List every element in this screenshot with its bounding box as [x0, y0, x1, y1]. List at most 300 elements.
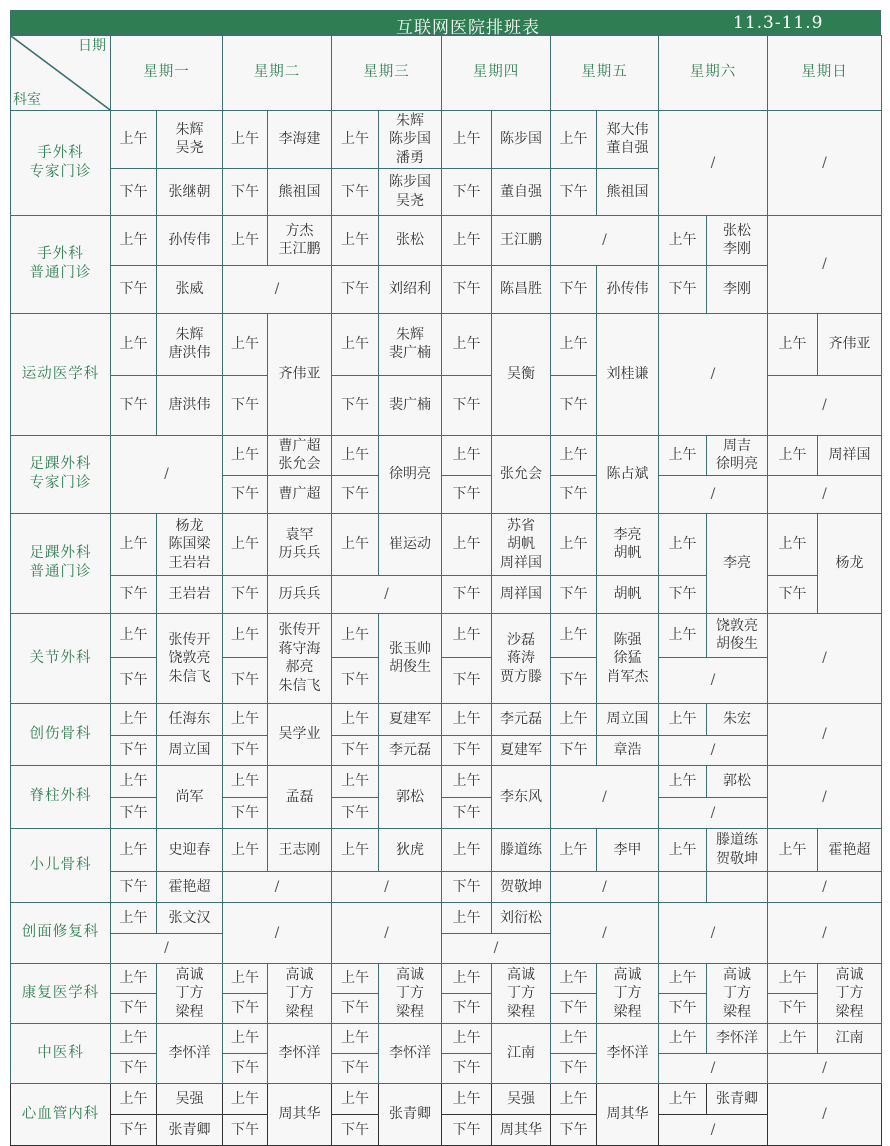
pm-label: 下午 — [111, 575, 157, 613]
am-label: 上午 — [332, 613, 379, 657]
am-label: 上午 — [111, 1083, 157, 1114]
department-name: 手外科 专家门诊 — [11, 110, 111, 215]
pm-label: 下午 — [223, 735, 268, 765]
date-axis-label: 日期 — [78, 38, 106, 54]
am-label: 上午 — [111, 828, 157, 871]
am-label: 上午 — [111, 313, 157, 375]
doctor-names: 吴衡 — [492, 313, 551, 435]
pm-row — [11, 871, 882, 902]
doctor-names: 崔运动 — [379, 513, 442, 575]
am-label: 上午 — [551, 313, 597, 375]
am-label: 上午 — [223, 313, 268, 375]
pm-label: 下午 — [332, 657, 379, 703]
doctor-names: 李东风 — [492, 765, 551, 828]
no-shift-cell: / — [659, 1114, 768, 1145]
no-shift-cell: / — [551, 215, 659, 265]
am-row — [11, 613, 882, 657]
doctor-names: 张青卿 — [379, 1083, 442, 1145]
am-label: 上午 — [223, 828, 268, 871]
am-label: 上午 — [659, 435, 707, 475]
am-label: 上午 — [332, 1083, 379, 1114]
doctor-names: 李怀洋 — [157, 1023, 223, 1083]
doctor-names: 周其华 — [268, 1083, 332, 1145]
doctor-names: 李亮 — [707, 513, 768, 613]
department-name: 小儿骨科 — [11, 828, 111, 902]
pm-label: 下午 — [659, 993, 707, 1023]
doctor-names: 周祥国 — [818, 435, 882, 475]
am-label: 上午 — [551, 513, 597, 575]
doctor-names: 周立国 — [597, 703, 659, 735]
am-label: 上午 — [332, 828, 379, 871]
am-label: 上午 — [442, 313, 492, 375]
doctor-names: 朱宏 — [707, 703, 768, 735]
am-label: 上午 — [332, 765, 379, 797]
pm-row — [11, 265, 882, 313]
no-shift-cell: / — [659, 797, 768, 828]
am-label: 上午 — [332, 435, 379, 475]
am-label: 上午 — [442, 1083, 492, 1114]
pm-label: 下午 — [768, 575, 818, 613]
day-header-7: 星期日 — [768, 36, 882, 111]
pm-label: 下午 — [111, 265, 157, 313]
pm-label: 下午 — [332, 265, 379, 313]
am-label: 上午 — [332, 513, 379, 575]
pm-label: 下午 — [551, 1053, 597, 1083]
pm-label: 下午 — [551, 265, 597, 313]
pm-label: 下午 — [332, 375, 379, 435]
am-label: 上午 — [332, 215, 379, 265]
am-label: 上午 — [223, 435, 268, 475]
day-header-3: 星期三 — [332, 36, 442, 111]
doctor-names: 张传开 饶敦亮 朱信飞 — [157, 613, 223, 703]
am-label: 上午 — [659, 215, 707, 265]
no-shift-cell: / — [659, 735, 768, 765]
doctor-names: 张传开 蒋守海 郝亮 朱信飞 — [268, 613, 332, 703]
pm-label: 下午 — [332, 1053, 379, 1083]
doctor-names: 张松 李刚 — [707, 215, 768, 265]
pm-label: 下午 — [551, 993, 597, 1023]
am-label: 上午 — [111, 110, 157, 168]
pm-label: 下午 — [442, 657, 492, 703]
am-label: 上午 — [442, 902, 492, 933]
pm-label: 下午 — [551, 375, 597, 435]
pm-label: 下午 — [111, 657, 157, 703]
no-shift-cell: / — [659, 475, 768, 513]
doctor-names: 张青卿 — [707, 1083, 768, 1114]
doctor-names: 霍艳超 — [157, 871, 223, 902]
doctor-names: 王志刚 — [268, 828, 332, 871]
am-label: 上午 — [768, 513, 818, 575]
doctor-names: 任海东 — [157, 703, 223, 735]
doctor-names: 袁罕 历兵兵 — [268, 513, 332, 575]
am-label: 上午 — [111, 215, 157, 265]
header-row — [11, 36, 882, 111]
am-label: 上午 — [111, 703, 157, 735]
doctor-names: 朱辉 裴广楠 — [379, 313, 442, 375]
doctor-names: 郭松 — [379, 765, 442, 828]
no-shift-cell: / — [223, 265, 332, 313]
doctor-names: 陈占斌 — [597, 435, 659, 513]
department-name: 手外科 普通门诊 — [11, 215, 111, 313]
doctor-names: 张青卿 — [157, 1114, 223, 1145]
am-label: 上午 — [768, 1023, 818, 1053]
am-label: 上午 — [111, 613, 157, 657]
doctor-names: 裴广楠 — [379, 375, 442, 435]
doctor-names: 章浩 — [597, 735, 659, 765]
pm-label: 下午 — [442, 265, 492, 313]
pm-label: 下午 — [442, 735, 492, 765]
no-shift-cell: / — [768, 871, 882, 902]
pm-row — [11, 1114, 882, 1145]
schedule-sheet — [10, 10, 881, 1146]
no-shift-cell: / — [659, 110, 768, 215]
doctor-names: 徐明亮 — [379, 435, 442, 513]
doctor-names: 周祥国 — [492, 575, 551, 613]
pm-label: 下午 — [551, 475, 597, 513]
am-label: 上午 — [332, 703, 379, 735]
doctor-names: 杨龙 — [818, 513, 882, 613]
am-label: 上午 — [223, 703, 268, 735]
no-shift-cell: / — [659, 902, 768, 963]
doctor-names: 张继朝 — [157, 168, 223, 215]
am-label: 上午 — [551, 110, 597, 168]
day-header-5: 星期五 — [551, 36, 659, 111]
no-shift-cell: / — [768, 110, 882, 215]
doctor-names: 高诚 丁方 梁程 — [268, 963, 332, 1023]
no-shift-cell: / — [768, 475, 882, 513]
no-shift-cell: / — [332, 902, 442, 963]
pm-label: 下午 — [111, 871, 157, 902]
am-label: 上午 — [111, 902, 157, 933]
doctor-names: 刘绍利 — [379, 265, 442, 313]
doctor-names: 李刚 — [707, 265, 768, 313]
doctor-names: 李怀洋 — [707, 1023, 768, 1053]
am-label: 上午 — [551, 703, 597, 735]
pm-label: 下午 — [332, 1114, 379, 1145]
doctor-names: 高诚 丁方 梁程 — [157, 963, 223, 1023]
am-label: 上午 — [768, 963, 818, 993]
pm-label: 下午 — [442, 1114, 492, 1145]
am-row — [11, 828, 882, 871]
department-name: 心血管内科 — [11, 1083, 111, 1145]
doctor-names: 李元磊 — [379, 735, 442, 765]
pm-label: 下午 — [111, 375, 157, 435]
am-label: 上午 — [111, 513, 157, 575]
am-label: 上午 — [223, 765, 268, 797]
department-name: 运动医学科 — [11, 313, 111, 435]
empty-cell — [707, 871, 768, 902]
doctor-names: 李海建 — [268, 110, 332, 168]
pm-label: 下午 — [111, 735, 157, 765]
doctor-names: 熊祖国 — [268, 168, 332, 215]
doctor-names: 吴强 — [492, 1083, 551, 1114]
am-label: 上午 — [659, 963, 707, 993]
am-label: 上午 — [442, 110, 492, 168]
pm-label: 下午 — [223, 1114, 268, 1145]
am-row — [11, 902, 882, 933]
department-name: 关节外科 — [11, 613, 111, 703]
doctor-names: 高诚 丁方 梁程 — [379, 963, 442, 1023]
doctor-names: 尚军 — [157, 765, 223, 828]
pm-label: 下午 — [111, 168, 157, 215]
am-label: 上午 — [442, 765, 492, 797]
no-shift-cell: / — [768, 902, 882, 963]
pm-label: 下午 — [551, 575, 597, 613]
am-label: 上午 — [551, 613, 597, 657]
am-label: 上午 — [223, 1023, 268, 1053]
pm-label: 下午 — [332, 993, 379, 1023]
pm-label: 下午 — [442, 871, 492, 902]
doctor-names: 李甲 — [597, 828, 659, 871]
doctor-names: 江南 — [492, 1023, 551, 1083]
no-shift-cell: / — [768, 1083, 882, 1145]
doctor-names: 周吉 徐明亮 — [707, 435, 768, 475]
no-shift-cell: / — [768, 613, 882, 703]
doctor-names: 陈昌胜 — [492, 265, 551, 313]
no-shift-cell: / — [768, 215, 882, 313]
no-shift-cell: / — [768, 765, 882, 828]
doctor-names: 霍艳超 — [818, 828, 882, 871]
pm-label: 下午 — [442, 575, 492, 613]
doctor-names: 齐伟亚 — [818, 313, 882, 375]
doctor-names: 张文汉 — [157, 902, 223, 933]
no-shift-cell: / — [223, 902, 332, 963]
pm-row — [11, 657, 882, 703]
am-label: 上午 — [442, 963, 492, 993]
doctor-names: 方杰 王江鹏 — [268, 215, 332, 265]
no-shift-cell: / — [551, 871, 659, 902]
doctor-names: 孟磊 — [268, 765, 332, 828]
am-label: 上午 — [442, 513, 492, 575]
am-row — [11, 1023, 882, 1053]
department-name: 足踝外科 专家门诊 — [11, 435, 111, 513]
doctor-names: 陈步国 — [492, 110, 551, 168]
department-name: 创伤骨科 — [11, 703, 111, 765]
doctor-names: 吴强 — [157, 1083, 223, 1114]
pm-row — [11, 1053, 882, 1083]
doctor-names: 曹广超 张允会 — [268, 435, 332, 475]
pm-label: 下午 — [223, 1053, 268, 1083]
doctor-names: 刘桂谦 — [597, 313, 659, 435]
pm-label: 下午 — [111, 797, 157, 828]
am-label: 上午 — [223, 1083, 268, 1114]
doctor-names: 齐伟亚 — [268, 313, 332, 435]
am-row — [11, 513, 882, 575]
no-shift-cell: / — [768, 375, 882, 435]
no-shift-cell: / — [332, 871, 442, 902]
am-label: 上午 — [442, 435, 492, 475]
am-label: 上午 — [768, 313, 818, 375]
no-shift-cell: / — [111, 435, 223, 513]
doctor-names: 杨龙 陈国梁 王岩岩 — [157, 513, 223, 575]
am-label: 上午 — [551, 1083, 597, 1114]
no-shift-cell: / — [768, 703, 882, 765]
pm-label: 下午 — [768, 993, 818, 1023]
doctor-names: 饶敦亮 胡俊生 — [707, 613, 768, 657]
am-label: 上午 — [551, 435, 597, 475]
dept-axis-label: 科室 — [13, 92, 41, 109]
pm-label: 下午 — [659, 265, 707, 313]
no-shift-cell: / — [551, 902, 659, 963]
doctor-names: 朱辉 吴尧 — [157, 110, 223, 168]
department-name: 脊柱外科 — [11, 765, 111, 828]
pm-label: 下午 — [223, 575, 268, 613]
am-label: 上午 — [332, 313, 379, 375]
am-label: 上午 — [332, 963, 379, 993]
am-row — [11, 435, 882, 475]
pm-label: 下午 — [442, 1053, 492, 1083]
doctor-names: 张松 — [379, 215, 442, 265]
am-row — [11, 765, 882, 797]
doctor-names: 曹广超 — [268, 475, 332, 513]
pm-label: 下午 — [223, 797, 268, 828]
am-label: 上午 — [442, 828, 492, 871]
doctor-names: 李元磊 — [492, 703, 551, 735]
am-label: 上午 — [768, 435, 818, 475]
title-bar — [10, 10, 881, 38]
pm-label: 下午 — [442, 797, 492, 828]
day-header-2: 星期二 — [223, 36, 332, 111]
no-shift-cell: / — [768, 1053, 882, 1083]
empty-cell — [659, 871, 707, 902]
am-label: 上午 — [551, 828, 597, 871]
pm-label: 下午 — [659, 575, 707, 613]
am-label: 上午 — [768, 828, 818, 871]
doctor-names: 李亮 胡帆 — [597, 513, 659, 575]
pm-label: 下午 — [223, 168, 268, 215]
department-name: 中医科 — [11, 1023, 111, 1083]
pm-label: 下午 — [551, 1114, 597, 1145]
am-row — [11, 1083, 882, 1114]
pm-label: 下午 — [223, 993, 268, 1023]
am-row — [11, 703, 882, 735]
no-shift-cell: / — [442, 933, 551, 963]
doctor-names: 夏建军 — [379, 703, 442, 735]
doctor-names: 张威 — [157, 265, 223, 313]
pm-label: 下午 — [111, 993, 157, 1023]
pm-label: 下午 — [332, 735, 379, 765]
doctor-names: 历兵兵 — [268, 575, 332, 613]
doctor-names: 唐洪伟 — [157, 375, 223, 435]
doctor-names: 郑大伟 董自强 — [597, 110, 659, 168]
am-row — [11, 963, 882, 993]
pm-label: 下午 — [223, 657, 268, 703]
doctor-names: 朱辉 唐洪伟 — [157, 313, 223, 375]
doctor-names: 高诚 丁方 梁程 — [707, 963, 768, 1023]
doctor-names: 沙磊 蒋涛 贾方滕 — [492, 613, 551, 703]
pm-label: 下午 — [111, 1053, 157, 1083]
am-label: 上午 — [659, 513, 707, 575]
am-label: 上午 — [223, 215, 268, 265]
pm-label: 下午 — [332, 475, 379, 513]
am-label: 上午 — [223, 110, 268, 168]
doctor-names: 滕道练 — [492, 828, 551, 871]
doctor-names: 吴学业 — [268, 703, 332, 765]
department-name: 创面修复科 — [11, 902, 111, 963]
no-shift-cell: / — [223, 871, 332, 902]
am-row — [11, 110, 882, 168]
am-label: 上午 — [442, 1023, 492, 1053]
doctor-names: 苏省 胡帆 周祥国 — [492, 513, 551, 575]
doctor-names: 高诚 丁方 梁程 — [597, 963, 659, 1023]
doctor-names: 高诚 丁方 梁程 — [818, 963, 882, 1023]
doctor-names: 张玉帅 胡俊生 — [379, 613, 442, 703]
pm-label: 下午 — [442, 168, 492, 215]
pm-label: 下午 — [551, 735, 597, 765]
pm-label: 下午 — [332, 168, 379, 215]
doctor-names: 周其华 — [597, 1083, 659, 1145]
am-label: 上午 — [223, 513, 268, 575]
pm-row — [11, 797, 882, 828]
doctor-names: 张允会 — [492, 435, 551, 513]
am-label: 上午 — [442, 613, 492, 657]
doctor-names: 熊祖国 — [597, 168, 659, 215]
pm-label: 下午 — [223, 475, 268, 513]
am-label: 上午 — [551, 1023, 597, 1053]
no-shift-cell: / — [332, 575, 442, 613]
pm-row — [11, 735, 882, 765]
no-shift-cell: / — [659, 657, 768, 703]
doctor-names: 史迎春 — [157, 828, 223, 871]
doctor-names: 孙传伟 — [597, 265, 659, 313]
doctor-names: 李怀洋 — [268, 1023, 332, 1083]
doctor-names: 陈步国 吴尧 — [379, 168, 442, 215]
doctor-names: 夏建军 — [492, 735, 551, 765]
doctor-names: 王江鹏 — [492, 215, 551, 265]
doctor-names: 江南 — [818, 1023, 882, 1053]
date-range: 11.3-11.9 — [733, 13, 824, 33]
am-label: 上午 — [659, 1023, 707, 1053]
doctor-names: 狄虎 — [379, 828, 442, 871]
am-label: 上午 — [659, 703, 707, 735]
am-row — [11, 313, 882, 375]
doctor-names: 李怀洋 — [379, 1023, 442, 1083]
no-shift-cell: / — [659, 313, 768, 435]
am-label: 上午 — [551, 963, 597, 993]
pm-label: 下午 — [111, 1114, 157, 1145]
am-label: 上午 — [442, 215, 492, 265]
am-label: 上午 — [659, 1083, 707, 1114]
doctor-names: 高诚 丁方 梁程 — [492, 963, 551, 1023]
am-label: 上午 — [223, 613, 268, 657]
am-label: 上午 — [111, 963, 157, 993]
pm-label: 下午 — [442, 375, 492, 435]
am-label: 上午 — [659, 828, 707, 871]
doctor-names: 李怀洋 — [597, 1023, 659, 1083]
no-shift-cell: / — [659, 1053, 768, 1083]
doctor-names: 孙传伟 — [157, 215, 223, 265]
day-header-4: 星期四 — [442, 36, 551, 111]
am-label: 上午 — [659, 765, 707, 797]
doctor-names: 胡帆 — [597, 575, 659, 613]
am-label: 上午 — [659, 613, 707, 657]
doctor-names: 周立国 — [157, 735, 223, 765]
am-label: 上午 — [442, 703, 492, 735]
pm-label: 下午 — [442, 993, 492, 1023]
doctor-names: 陈强 徐猛 肖军杰 — [597, 613, 659, 703]
am-label: 上午 — [332, 110, 379, 168]
doctor-names: 董自强 — [492, 168, 551, 215]
department-name: 康复医学科 — [11, 963, 111, 1023]
schedule-table — [10, 35, 882, 1146]
am-label: 上午 — [223, 963, 268, 993]
corner-header-cell — [11, 36, 111, 111]
doctor-names: 刘衍松 — [492, 902, 551, 933]
pm-label: 下午 — [551, 657, 597, 703]
am-row — [11, 215, 882, 265]
doctor-names: 王岩岩 — [157, 575, 223, 613]
am-label: 上午 — [111, 1023, 157, 1053]
